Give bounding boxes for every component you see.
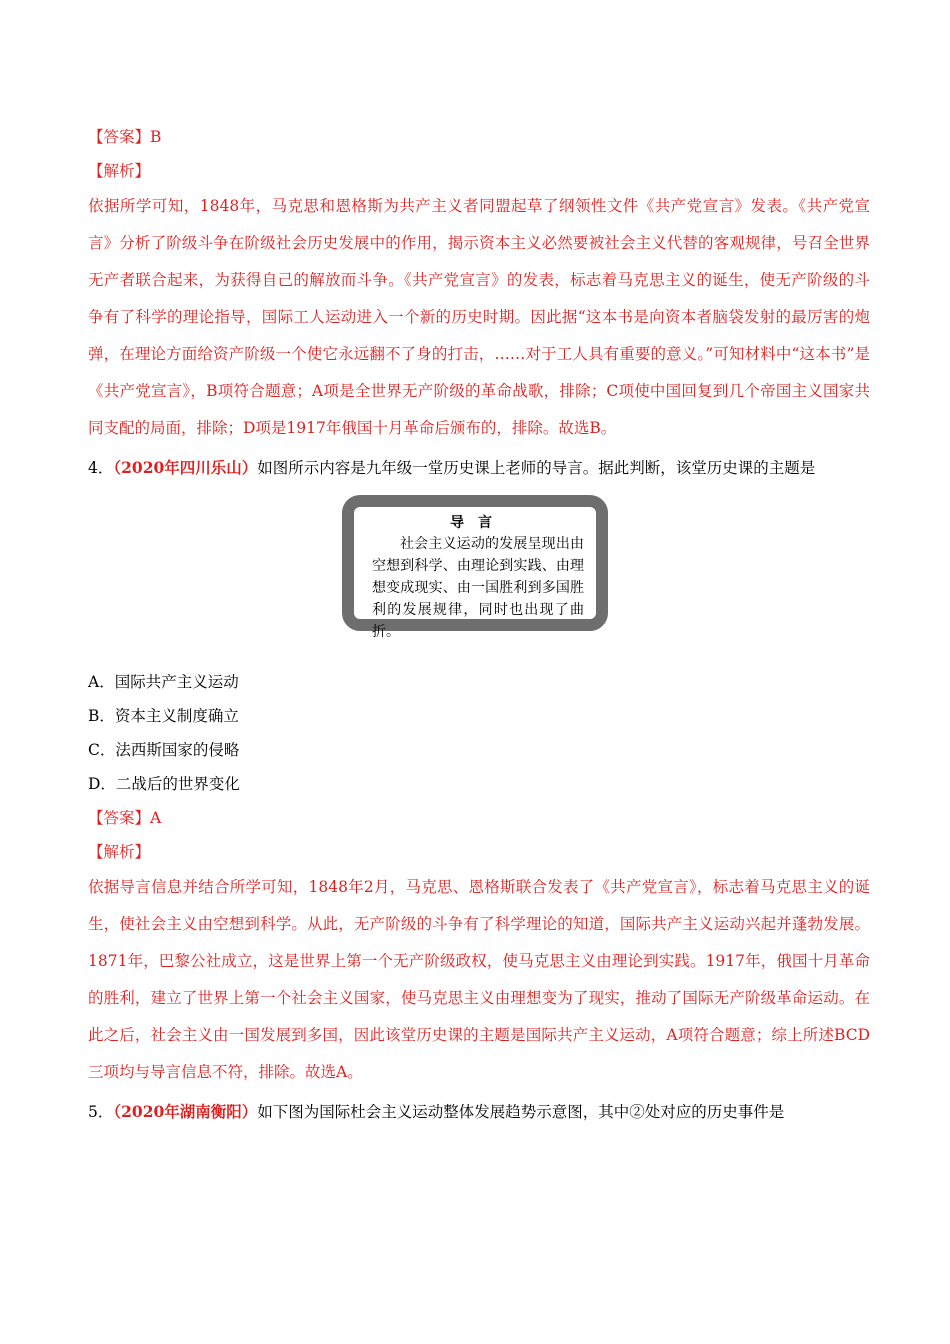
question-source: （2020年四川乐山） — [113, 458, 258, 477]
guide-body: 社会主义运动的发展呈现出由空想到科学、由理论到实践、由理想变成现实、由一国胜利到多国胜利的发展规律，同时也出现了曲折。 — [372, 536, 584, 640]
question-text: 如下图为国际杜会主义运动整体发展趋势示意图，其中②处对应的历史事件是 — [257, 1103, 785, 1121]
answer-label: 【答案】 — [88, 809, 151, 827]
answer-value: A — [150, 809, 162, 827]
option-b: B．资本主义制度确立 — [88, 707, 239, 725]
question-text: 如图所示内容是九年级一堂历史课上老师的导言。据此判断，该堂历史课的主题是 — [257, 459, 816, 477]
q4-stem — [88, 449, 870, 487]
q5-stem — [88, 1093, 870, 1131]
option-d: D．二战后的世界变化 — [88, 775, 240, 793]
q4-answer — [88, 805, 870, 831]
q3-analysis-text: 依据所学可知，1848年，马克思和恩格斯为共产主义者同盟起草了纲领性文件《共产党宣言》发表。《共产党宣言》分析了阶级斗争在阶级社会历史发展中的作用，揭示资本主义必然要被社会主义代替的客观规律，号召全世界无产者联合起来，为获得自己的解放而斗争。《共产党宣言》的发表，标志着马克思主义的诞生，使无产阶级的斗争有了科学的理论指导，国际工人运动进入一个新的历史时期。因此据“这本书是向资本者脑袋发射的最厉害的炮弹，在理论方面给资产阶级一个使它永远翻不了身的打击，……对于工人具有重要的意义。”可知材料中“这本书”是《共产党宣言》，B项符合题意；A项是全世界无产阶级的革命战歌，排除；C项使中国回复到几个帝国主义国家共同支配的局面，排除；D项是1917年俄国十月革命后颁布的，排除。故选B。 — [88, 197, 870, 437]
guide-title: 导言 — [450, 515, 506, 531]
q3-answer — [88, 124, 870, 150]
answer-value: B — [150, 128, 162, 146]
guide-box — [342, 495, 608, 640]
q4-analysis-text: 依据导言信息并结合所学可知，1848年2月，马克思、恩格斯联合发表了《共产党宣言》，标志着马克思主义的诞生，使社会主义由空想到科学。从此，无产阶级的斗争有了科学理论的知道，国际共产主义运动兴起并蓬勃发展。1871年，巴黎公社成立，这是世界上第一个无产阶级政权，使马克思主义由理论到实践。1917年，俄国十月革命的胜利，建立了世界上第一个社会主义国家，使马克思主义由理想变为了现实，推动了国际无产阶级革命运动。在此之后，社会主义由一国发展到多国，因此该堂历史课的主题是国际共产主义运动，A项符合题意；综上所述BCD三项均与导言信息不符，排除。故选A。 — [88, 878, 870, 1081]
answer-label: 【答案】 — [88, 128, 151, 146]
option-c: C．法西斯国家的侵略 — [88, 741, 240, 759]
q4-analysis-label: 【解析】 — [88, 843, 151, 861]
q3-analysis-label: 【解析】 — [88, 162, 151, 180]
q4-figure — [88, 495, 870, 651]
question-number: 5． — [88, 1103, 114, 1121]
document-page — [88, 124, 870, 1131]
question-number: 4． — [88, 459, 114, 477]
question-source: （2020年湖南衡阳） — [113, 1102, 258, 1121]
option-a: A．国际共产主义运动 — [88, 673, 239, 691]
